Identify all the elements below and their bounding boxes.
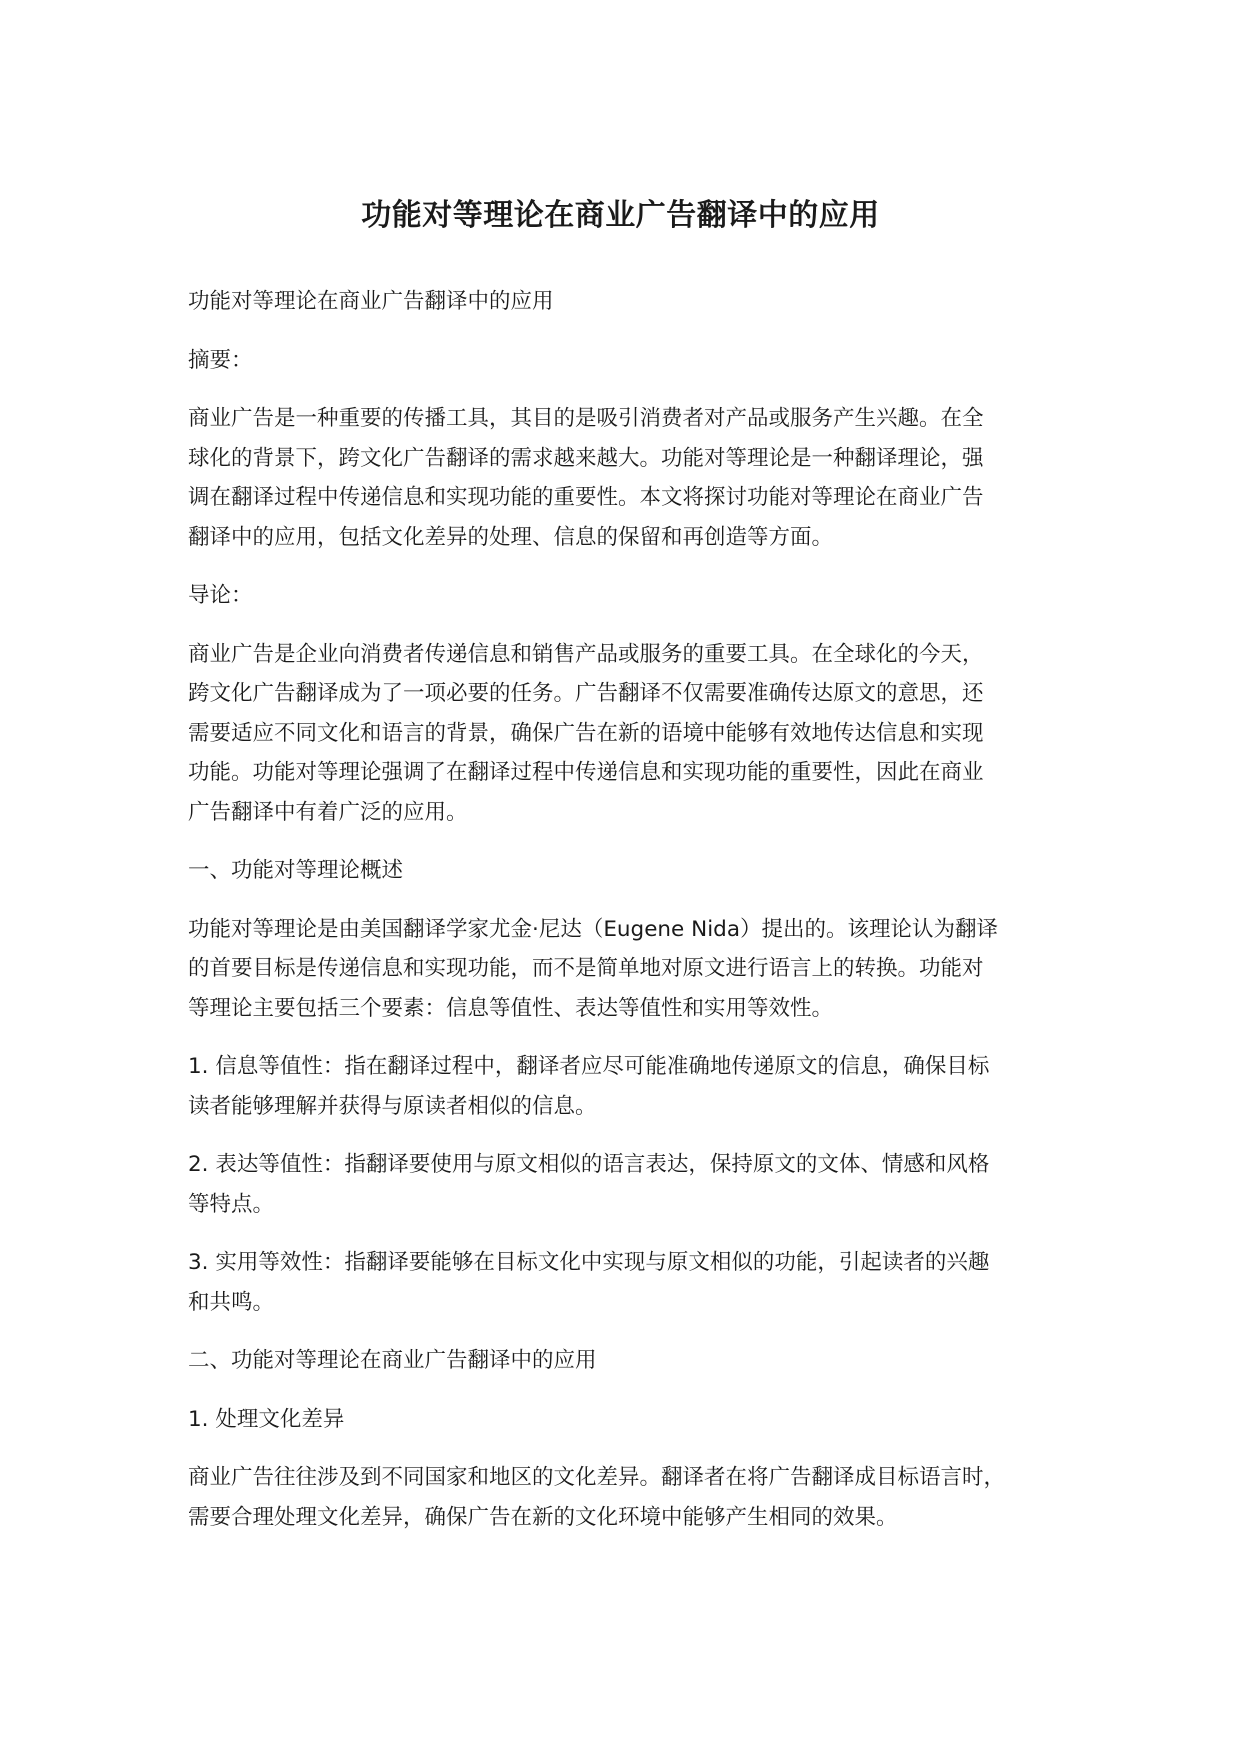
text-line: 翻译中的应用，包括文化差异的处理、信息的保留和再创造等方面。 bbox=[188, 524, 834, 550]
text-line: 1. 处理文化差异 bbox=[188, 1406, 345, 1432]
text-line: 商业广告是一种重要的传播工具，其目的是吸引消费者对产品或服务产生兴趣。在全 bbox=[188, 406, 984, 431]
text-line: 球化的背景下，跨文化广告翻译的需求越来越大。功能对等理论是一种翻译理论，强 bbox=[188, 445, 984, 471]
text-line: 和共鸣。 bbox=[188, 1289, 275, 1315]
text-line: 广告翻译中有着广泛的应用。 bbox=[188, 799, 468, 825]
paragraph bbox=[188, 1145, 1058, 1224]
paragraph bbox=[188, 851, 1058, 891]
text-line: 功能对等理论在商业广告翻译中的应用 bbox=[188, 289, 554, 314]
paragraph bbox=[188, 1400, 1058, 1440]
paragraph bbox=[188, 910, 1058, 1029]
text-line: 二、功能对等理论在商业广告翻译中的应用 bbox=[188, 1348, 597, 1373]
paragraph bbox=[188, 635, 1058, 833]
text-line: 导论： bbox=[188, 583, 253, 608]
document-title: 功能对等理论在商业广告翻译中的应用 bbox=[361, 198, 880, 234]
paragraph bbox=[188, 576, 1058, 616]
text-line: 需要合理处理文化差异，确保广告在新的文化环境中能够产生相同的效果。 bbox=[188, 1504, 898, 1530]
text-line: 读者能够理解并获得与原读者相似的信息。 bbox=[188, 1093, 597, 1119]
text-line: 2. 表达等值性：指翻译要使用与原文相似的语言表达，保持原文的文体、情感和风格 bbox=[188, 1152, 990, 1177]
text-line: 等理论主要包括三个要素：信息等值性、表达等值性和实用等效性。 bbox=[188, 995, 834, 1021]
text-line: 跨文化广告翻译成为了一项必要的任务。广告翻译不仅需要准确传达原文的意思，还 bbox=[188, 681, 984, 706]
text-line: 功能对等理论是由美国翻译学家尤金·尼达（Eugene Nida）提出的。该理论认为翻译 bbox=[188, 916, 998, 942]
text-line: 调在翻译过程中传递信息和实现功能的重要性。本文将探讨功能对等理论在商业广告 bbox=[188, 485, 984, 510]
paragraph bbox=[188, 1047, 1058, 1126]
text-line: 一、功能对等理论概述 bbox=[188, 858, 404, 883]
paragraph bbox=[188, 282, 1058, 322]
text-line: 等特点。 bbox=[188, 1191, 275, 1217]
paragraph bbox=[188, 399, 1058, 557]
text-line: 需要适应不同文化和语言的背景，确保广告在新的语境中能够有效地传达信息和实现 bbox=[188, 720, 984, 746]
document-body bbox=[188, 282, 1058, 1556]
paragraph bbox=[188, 341, 1058, 381]
text-line: 商业广告往往涉及到不同国家和地区的文化差异。翻译者在将广告翻译成目标语言时， bbox=[188, 1465, 1006, 1490]
paragraph bbox=[188, 1243, 1058, 1322]
paragraph bbox=[188, 1341, 1058, 1381]
paragraph bbox=[188, 1458, 1058, 1537]
text-line: 商业广告是企业向消费者传递信息和销售产品或服务的重要工具。在全球化的今天， bbox=[188, 641, 984, 667]
text-line: 1. 信息等值性：指在翻译过程中，翻译者应尽可能准确地传递原文的信息，确保目标 bbox=[188, 1054, 990, 1079]
text-line: 摘要： bbox=[188, 347, 253, 373]
text-line: 的首要目标是传递信息和实现功能，而不是简单地对原文进行语言上的转换。功能对 bbox=[188, 956, 984, 981]
text-line: 功能。功能对等理论强调了在翻译过程中传递信息和实现功能的重要性，因此在商业 bbox=[188, 760, 984, 785]
text-line: 3. 实用等效性：指翻译要能够在目标文化中实现与原文相似的功能，引起读者的兴趣 bbox=[188, 1250, 990, 1275]
